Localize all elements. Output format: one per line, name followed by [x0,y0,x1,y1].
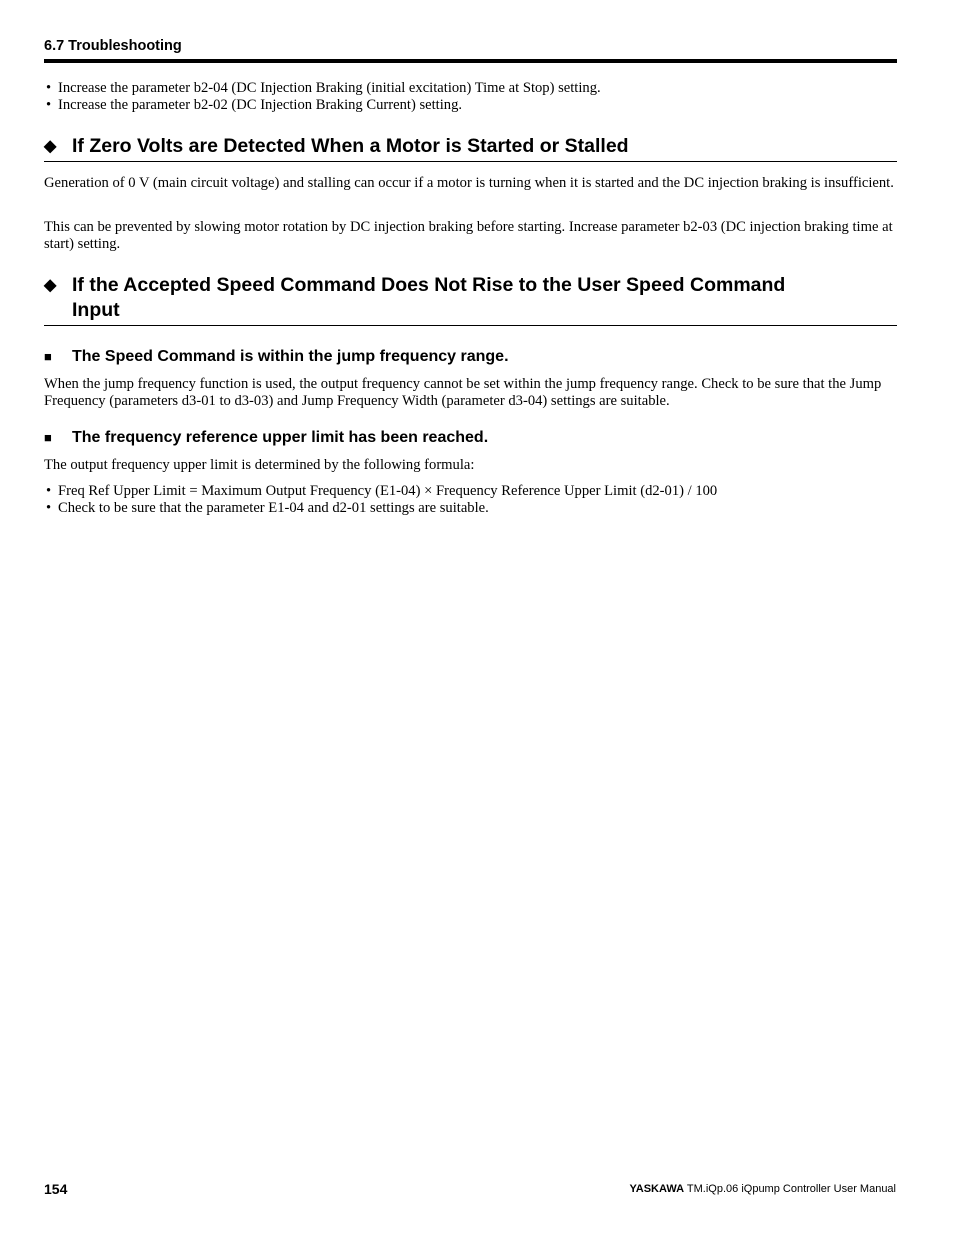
list-item [44,97,897,114]
formula-bullet-list [44,483,897,517]
paragraph: This can be prevented by slowing motor rotation by DC injection braking before starting. Increase parameter b2-03 (DC injection braking time at start) setting. [44,219,893,252]
running-header: 6.7 Troubleshooting [44,38,182,54]
section-heading-text: If the Accepted Speed Command Does Not Rise to the User Speed Command Input [72,274,786,321]
list-item-text: Increase the parameter b2-02 (DC Injection Braking Current) setting. [58,97,463,113]
list-item [44,500,897,517]
bullet-icon: • [46,483,52,499]
paragraph: When the jump frequency function is used, the output frequency cannot be set within the jump frequency range. Check to be sure that the Jump Frequency (parameters d3-01 to d3-03) and Jump Frequency Width (parameter d3-04) settings are suitable. [44,376,882,409]
bullet-icon: • [46,80,52,96]
list-item-text: Increase the parameter b2-04 (DC Injection Braking (initial excitation) Time at Stop) setting. [58,80,601,96]
page-number: 154 [44,1181,68,1197]
diamond-icon: ◆ [44,277,57,294]
header-rule [44,59,897,63]
section-heading-text: If Zero Volts are Detected When a Motor is Started or Stalled [72,135,629,157]
brand-name: YASKAWA [629,1183,685,1195]
bullet-icon: • [46,500,52,516]
manual-title: TM.iQp.06 iQpump Controller User Manual [686,1183,896,1195]
footer-manual-title [629,1183,896,1195]
list-item [44,80,897,97]
list-item-text: Freq Ref Upper Limit = Maximum Output Frequency (E1-04) × Frequency Reference Upper Limit (d2-01) / 100 [58,483,718,499]
diamond-icon: ◆ [44,138,57,155]
list-item-text: Check to be sure that the parameter E1-04 and d2-01 settings are suitable. [58,500,489,516]
intro-bullet-list [44,80,897,114]
square-bullet-icon: ■ [44,349,52,364]
subsection-heading-jump-frequency [44,347,897,367]
bullet-icon: • [46,97,52,113]
paragraph: The output frequency upper limit is determined by the following formula: [44,457,475,473]
subsection-heading-upper-limit [44,428,897,448]
section-heading-zero-volts [44,134,897,162]
list-item [44,483,897,500]
square-bullet-icon: ■ [44,430,52,445]
subsection-heading-text: The frequency reference upper limit has been reached. [72,429,489,446]
section-heading-speed-command [44,273,897,326]
subsection-heading-text: The Speed Command is within the jump frequency range. [72,348,509,365]
paragraph: Generation of 0 V (main circuit voltage) and stalling can occur if a motor is turning when it is started and the DC injection braking is insufficient. [44,175,894,191]
